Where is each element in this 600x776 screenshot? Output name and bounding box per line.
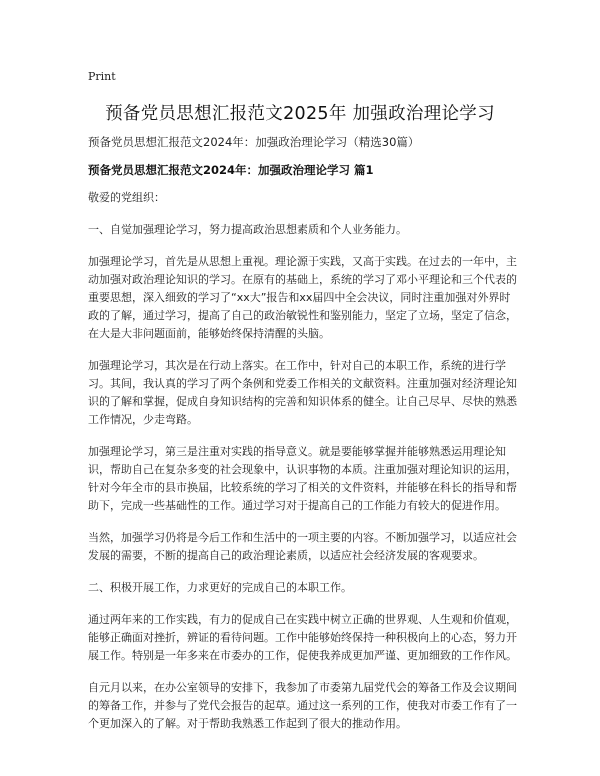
page-title: 预备党员思想汇报范文2025年 加强政治理论学习 bbox=[105, 104, 495, 124]
print-link[interactable]: Print bbox=[88, 70, 116, 83]
body-paragraph: 加强理论学习，首先是从思想上重视。理论源于实践，又高于实践。在过去的一年中，主动加强对政治理论知识的学习。在原有的基础上，系统的学习了邓小平理论和三个代表的重要思想，深入细致的学习了“xx大”报告和xx届四中全会决议，同时注重加强对外界时政的了解，通过学习，提高了自己的政治敏锐性和鉴别能力，坚定了立场，坚定了信念，在大是大非问题面前，能够始终保持清醒的头脑。 bbox=[88, 255, 517, 340]
body-paragraph: 加强理论学习，第三是注重对实践的指导意义。就是要能够掌握并能够熟悉运用理论知识，帮助自己在复杂多变的社会现象中，认识事物的本质。注重加强对理论知识的运用，针对今年全市的县市换届，比较系统的学习了相关的文件资料，并能够在科长的指导和帮助下，完成一些基础性的工作。通过学习对于提高自己的工作能力有较大的促进作用。 bbox=[88, 445, 517, 512]
salutation: 敬爱的党组织： bbox=[88, 191, 165, 204]
body-paragraph: 加强理论学习，其次是在行动上落实。在工作中，针对自己的本职工作，系统的进行学习。其间，我认真的学习了两个条例和党委工作相关的文献资料。注重加强对经济理论知识的了解和掌握，促成自身知识结构的完善和知识体系的健全。让自己尽早、尽快的熟悉工作情况，少走弯路。 bbox=[88, 359, 517, 426]
document-subtitle: 预备党员思想汇报范文2024年：加强政治理论学习（精选30篇） bbox=[88, 135, 420, 149]
body-paragraph: 通过两年来的工作实践，有力的促成自己在实践中树立正确的世界观、人生观和价值观，能够正确面对挫折，辨证的看待问题。工作中能够始终保持一种积极向上的心态，努力开展工作。特别是一年多来在市委办的工作，促使我养成更加严谨、更加细致的工作作风。 bbox=[88, 613, 517, 662]
section-two-heading: 二、积极开展工作，力求更好的完成自己的本职工作。 bbox=[88, 581, 352, 594]
body-paragraph: 当然，加强学习仍将是今后工作和生活中的一项主要的内容。不断加强学习，以适应社会发展的需要，不断的提高自己的政治理论素质，以适应社会经济发展的客观要求。 bbox=[88, 531, 517, 562]
body-paragraph: 自元月以来，在办公室领导的安排下，我参加了市委第九届党代会的筹备工作及会议期间的筹备工作，并参与了党代会报告的起草。通过这一系列的工作，使我对市委工作有了一个更加深入的了解。对于帮助我熟悉工作起到了很大的推动作用。 bbox=[88, 681, 517, 730]
section-heading: 预备党员思想汇报范文2024年：加强政治理论学习 篇1 bbox=[88, 163, 374, 177]
document-body bbox=[88, 189, 520, 747]
section-one-heading: 一、自觉加强理论学习，努力提高政治思想素质和个人业务能力。 bbox=[88, 223, 407, 236]
